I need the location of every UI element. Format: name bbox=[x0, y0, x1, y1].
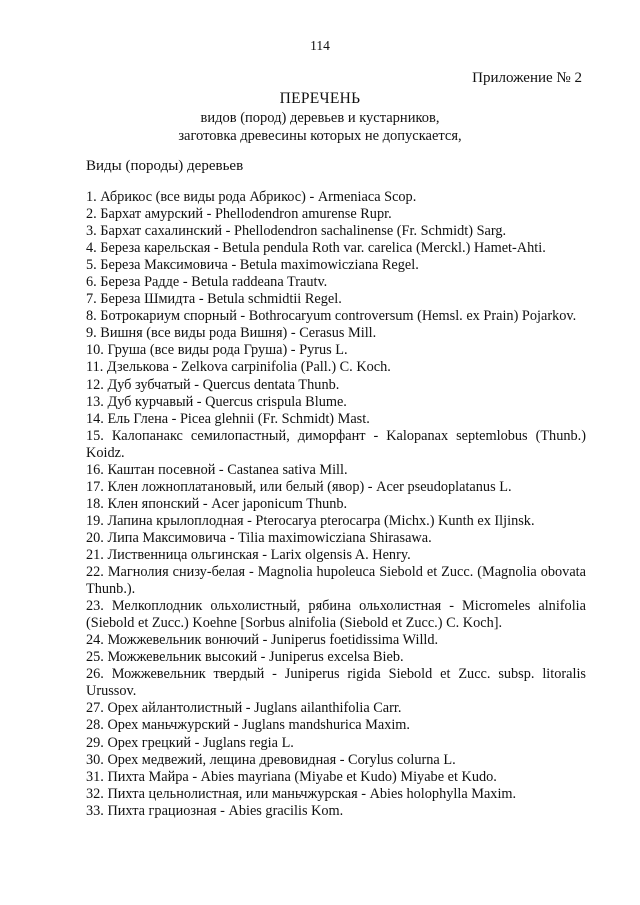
list-item: 4. Береза карельская - Betula pendula Roth var. carelica (Merckl.) Hamet-Ahti. bbox=[86, 240, 546, 257]
list-item: 30. Орех медвежий, лещина древовидная - Corylus colurna L. bbox=[86, 751, 456, 768]
list-item: 14. Ель Глена - Picea glehnii (Fr. Schmidt) Mast. bbox=[86, 410, 370, 427]
list-item: 8. Ботрокариум спорный - Bothrocaryum controversum (Hemsl. ex Prain) Pojarkov. bbox=[86, 308, 577, 325]
document-title: ПЕРЕЧЕНЬ bbox=[279, 90, 361, 107]
list-item: 15. Калопанакс семилопастный, диморфант - Kalopanax septemlobus (Thunb.) Koidz. bbox=[86, 427, 586, 461]
list-item: 28. Орех маньчжурский - Juglans mandshurica Maxim. bbox=[86, 717, 411, 734]
list-item: 29. Орех грецкий - Juglans regia L. bbox=[86, 734, 294, 751]
page-number: 114 bbox=[310, 38, 330, 53]
list-item: 11. Дзелькова - Zelkova carpinifolia (Pall.) C. Koch. bbox=[86, 359, 391, 376]
document-subtitle bbox=[0, 110, 640, 145]
list-item: 2. Бархат амурский - Phellodendron amurense Rupr. bbox=[86, 206, 392, 223]
list-item: 13. Дуб курчавый - Quercus crispula Blume. bbox=[86, 393, 347, 410]
list-item: 27. Орех айлантолистный - Juglans ailanthifolia Carr. bbox=[86, 700, 402, 717]
list-item: 6. Береза Радде - Betula raddeana Trautv. bbox=[86, 274, 328, 291]
subtitle-line-1: видов (пород) деревьев и кустарников, bbox=[200, 110, 440, 126]
list-item: 16. Каштан посевной - Castanea sativa Mill. bbox=[86, 461, 348, 478]
list-item: 31. Пихта Майра - Abies mayriana (Miyabe et Kudo) Miyabe et Kudo. bbox=[86, 768, 497, 785]
species-list bbox=[86, 189, 586, 820]
list-item: 17. Клен ложноплатановый, или белый (явор) - Acer pseudoplatanus L. bbox=[86, 478, 512, 495]
list-item: 18. Клен японский - Acer japonicum Thunb. bbox=[86, 495, 348, 512]
list-item: 10. Груша (все виды рода Груша) - Pyrus L. bbox=[86, 342, 348, 359]
list-item: 7. Береза Шмидта - Betula schmidtii Regel. bbox=[86, 291, 342, 308]
subtitle-line-2: заготовка древесины которых не допускается, bbox=[178, 127, 462, 144]
list-item: 26. Можжевельник твердый - Juniperus rigida Siebold et Zucc. subsp. litoralis Urussov. bbox=[86, 666, 586, 700]
list-item: 25. Можжевельник высокий - Juniperus excelsa Bieb. bbox=[86, 649, 404, 666]
list-item: 24. Можжевельник вонючий - Juniperus foetidissima Willd. bbox=[86, 632, 439, 649]
list-item: 1. Абрикос (все виды рода Абрикос) - Armeniaca Scop. bbox=[86, 189, 417, 205]
list-item: 9. Вишня (все виды рода Вишня) - Cerasus Mill. bbox=[86, 325, 377, 342]
list-item: 19. Лапина крылоплодная - Pterocarya pterocarpa (Michx.) Kunth ex Iljinsk. bbox=[86, 512, 535, 529]
list-item: 32. Пихта цельнолистная, или маньчжурская - Abies holophylla Maxim. bbox=[86, 785, 517, 802]
list-item: 21. Лиственница ольгинская - Larix olgensis A. Henry. bbox=[86, 546, 411, 563]
section-heading: Виды (породы) деревьев bbox=[86, 158, 244, 174]
list-item: 20. Липа Максимовича - Tilia maximowicziana Shirasawa. bbox=[86, 529, 432, 546]
list-item: 12. Дуб зубчатый - Quercus dentata Thunb. bbox=[86, 376, 340, 393]
list-item: 22. Магнолия снизу-белая - Magnolia hupoleuca Siebold et Zucc. (Magnolia obovata Thunb.). bbox=[86, 564, 586, 598]
appendix-label: Приложение № 2 bbox=[472, 70, 582, 86]
list-item: 5. Береза Максимовича - Betula maximowicziana Regel. bbox=[86, 257, 419, 274]
list-item: 23. Мелкоплодник ольхолистный, рябина ольхолистная - Micromeles alnifolia (Siebold et Zucc.) Koehne [Sorbus alnifolia (Siebold et Zucc.) C. Koch]. bbox=[86, 598, 586, 632]
list-item: 33. Пихта грациозная - Abies gracilis Kom. bbox=[86, 802, 344, 819]
list-item: 3. Бархат сахалинский - Phellodendron sachalinense (Fr. Schmidt) Sarg. bbox=[86, 223, 507, 240]
